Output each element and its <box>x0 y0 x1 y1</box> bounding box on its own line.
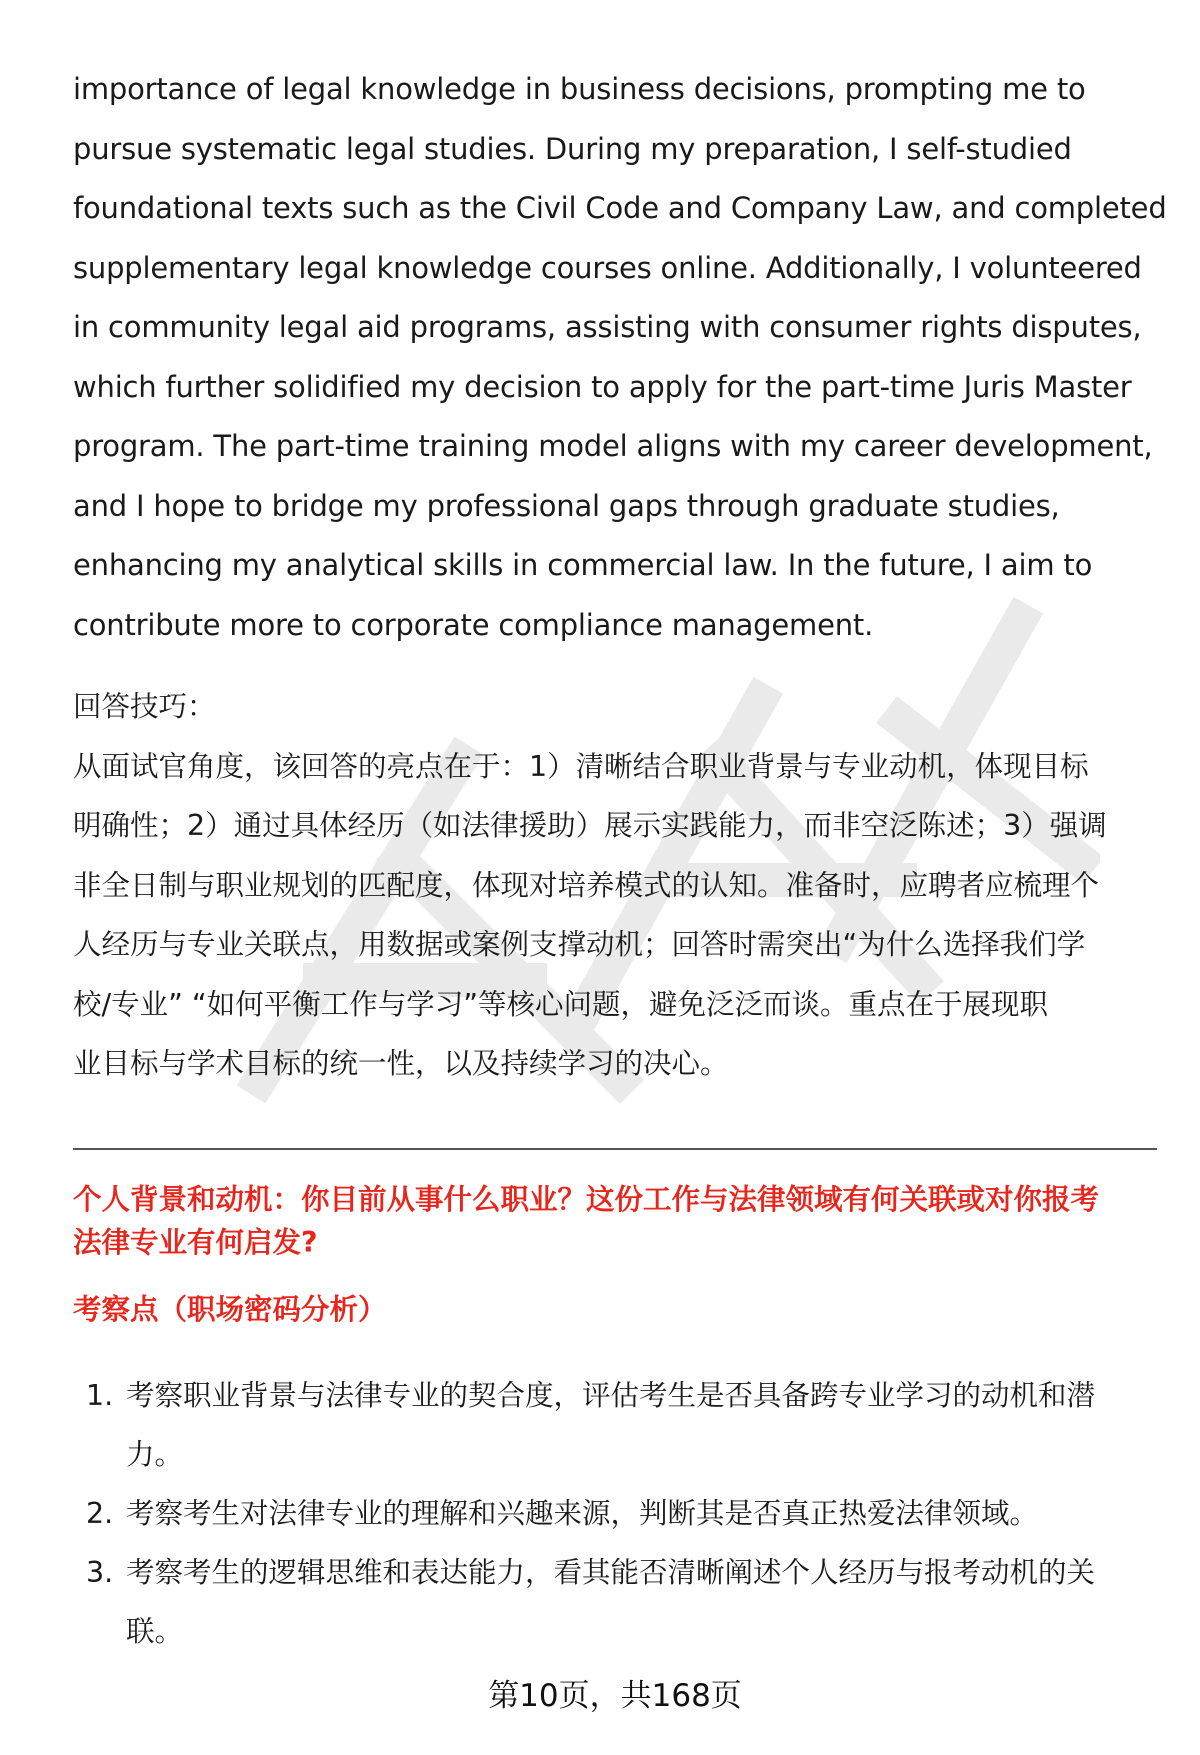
list-item-line: 联。 <box>126 1615 184 1648</box>
answer-line: importance of legal knowledge in business decisions, prompting me to <box>73 72 1086 106</box>
tips-line: 人经历与专业关联点，用数据或案例支撑动机；回答时需突出“为什么选择我们学 <box>73 928 1086 961</box>
tips-line: 非全日制与职业规划的匹配度，体现对培养模式的认知。准备时，应聘者应梳理个 <box>73 868 1100 902</box>
answer-tips <box>73 677 1158 1094</box>
tips-line: 业目标与学术目标的统一性，以及持续学习的决心。 <box>73 1047 729 1080</box>
list-item <box>73 1484 1163 1543</box>
answer-line: program. The part-time training model aligns with my career development, <box>73 429 1153 463</box>
tips-line: 从面试官角度，该回答的亮点在于：1）清晰结合职业背景与专业动机，体现目标 <box>73 749 1089 783</box>
page-content <box>73 60 1167 1094</box>
tips-line: 校/专业” “如何平衡工作与学习”等核心问题，避免泛泛而谈。重点在于展现职 <box>73 987 1048 1021</box>
assessment-points-list <box>73 1366 1163 1661</box>
list-item-line: 考察考生的逻辑思维和表达能力，看其能否清晰阐述个人经历与报考动机的关 <box>126 1556 1096 1589</box>
tips-line: 明确性；2）通过具体经历（如法律援助）展示实践能力，而非空泛陈述；3）强调 <box>73 809 1107 842</box>
page-number: 第10页，共168页 <box>488 1678 742 1714</box>
question-title <box>73 1178 1099 1264</box>
list-item-line: 考察考生对法律专业的理解和兴趣来源，判断其是否真正热爱法律领域。 <box>126 1497 1039 1530</box>
answer-line: in community legal aid programs, assisting with consumer rights disputes, <box>73 310 1142 344</box>
answer-line: enhancing my analytical skills in commercial law. In the future, I aim to <box>73 548 1093 582</box>
list-item <box>73 1543 1163 1661</box>
tips-heading: 回答技巧： <box>73 690 216 723</box>
list-item-line: 考察职业背景与法律专业的契合度，评估考生是否具备跨专业学习的动机和潜 <box>126 1379 1096 1412</box>
question-title-line: 个人背景和动机：你目前从事什么职业？这份工作与法律领域有何关联或对你报考 <box>73 1183 1100 1216</box>
list-item-line: 力。 <box>126 1438 184 1471</box>
list-number: 1. <box>86 1379 114 1412</box>
section-divider <box>73 1148 1157 1150</box>
answer-paragraph <box>73 60 1167 655</box>
answer-line: and I hope to bridge my professional gaps through graduate studies, <box>73 488 1060 523</box>
list-number: 2. <box>86 1497 114 1530</box>
answer-line: supplementary legal knowledge courses online. Additionally, I volunteered <box>73 250 1142 285</box>
assessment-section-title: 考察点（职场密码分析） <box>73 1293 387 1326</box>
list-number: 3. <box>86 1556 114 1589</box>
answer-line: pursue systematic legal studies. During my preparation, I self-studied <box>73 131 1072 166</box>
answer-line: foundational texts such as the Civil Code and Company Law, and completed <box>73 191 1167 225</box>
list-item <box>73 1366 1163 1484</box>
question-title-line: 法律专业有何启发? <box>73 1226 318 1259</box>
answer-line: which further solidified my decision to apply for the part-time Juris Master <box>73 369 1132 404</box>
answer-line: contribute more to corporate compliance management. <box>73 607 874 642</box>
